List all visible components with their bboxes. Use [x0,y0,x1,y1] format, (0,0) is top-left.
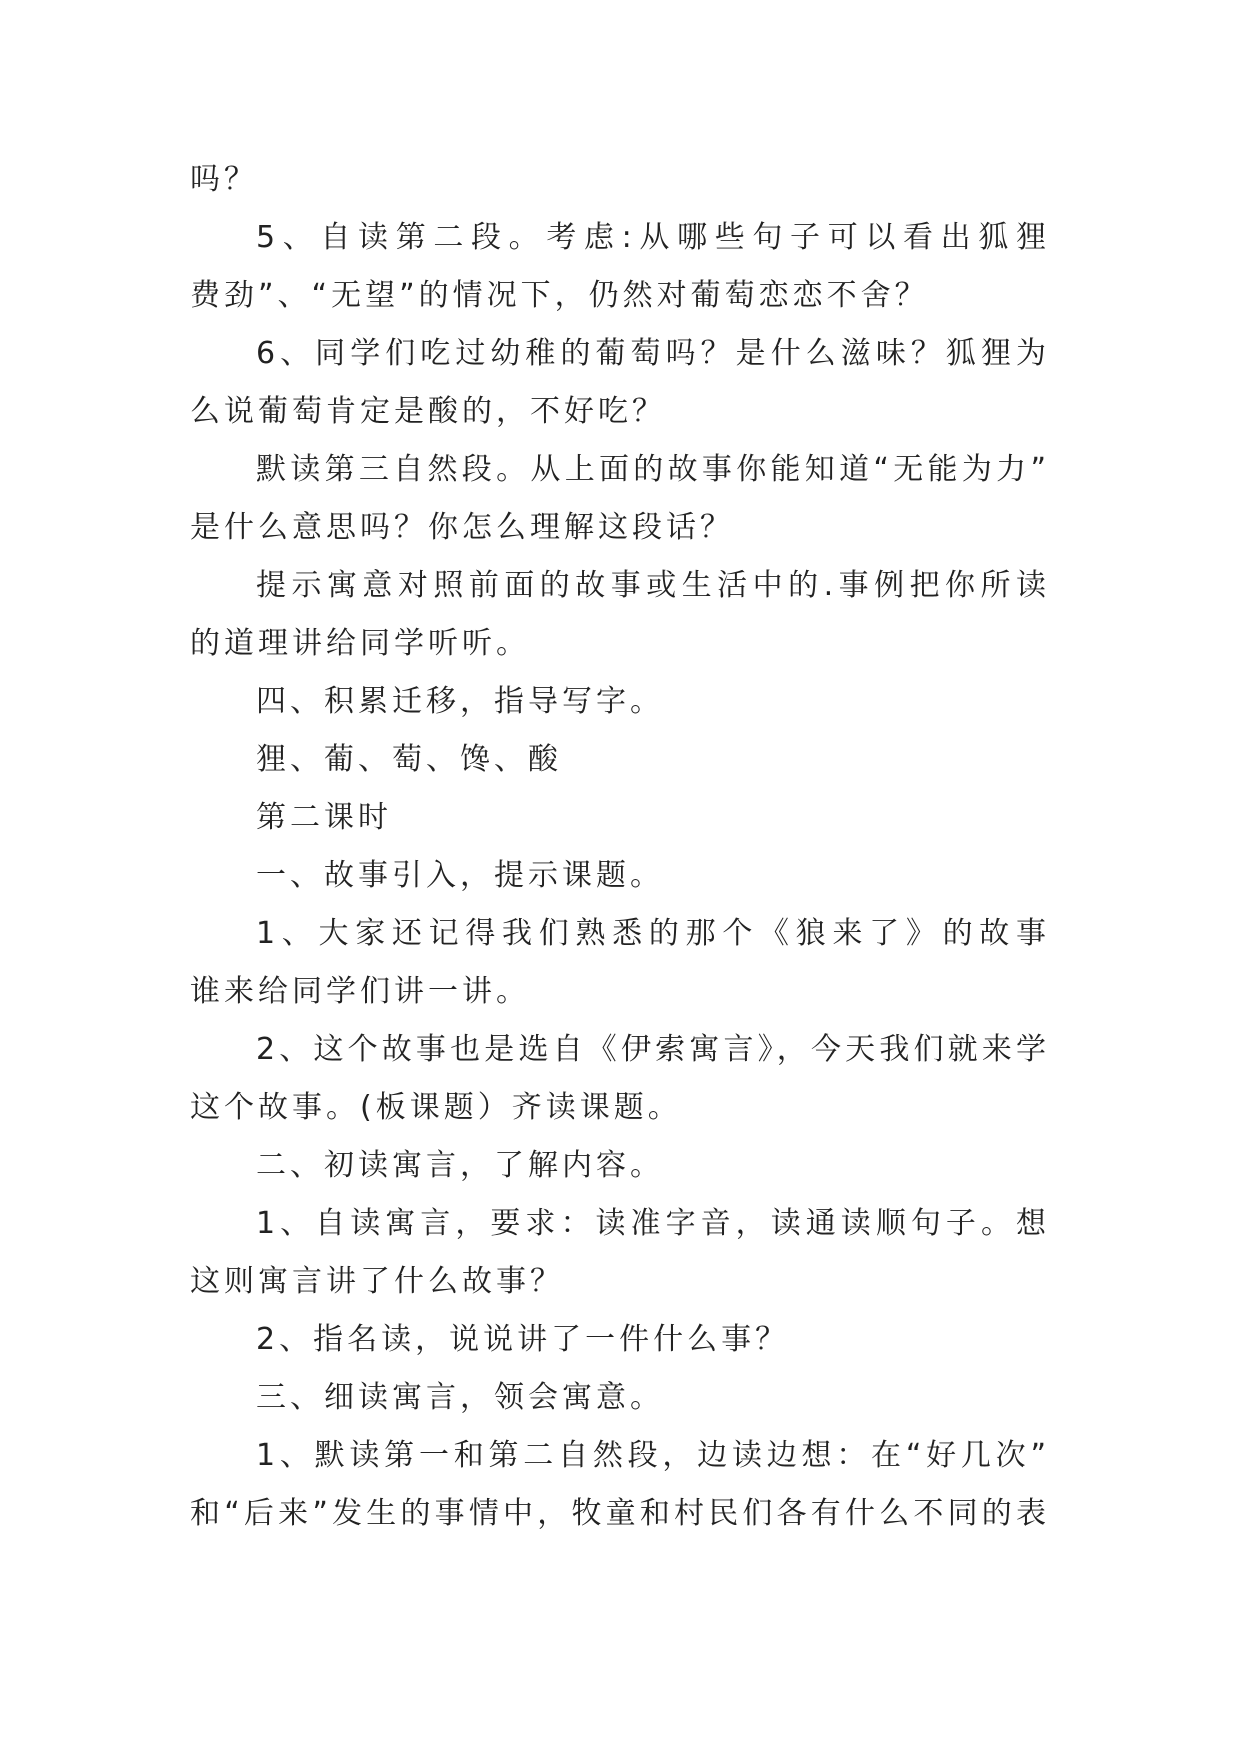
text-line: 1、默读第一和第二自然段，边读边想：在“好几次” [256,1438,1050,1473]
text-line: 一、故事引入，提示课题。 [256,858,664,893]
text-line: 提示寓意对照前面的故事或生活中的.事例把你所读 [256,568,1050,603]
text-line: 的道理讲给同学听听。 [190,626,530,661]
text-line: 是什么意思吗？你怎么理解这段话？ [190,510,734,545]
text-line: 2、这个故事也是选自《伊索寓言》，今天我们就来学 [256,1032,1050,1067]
text-line: 吗？ [190,162,258,197]
text-line: 三、细读寓言，领会寓意。 [256,1380,664,1415]
text-line: 这则寓言讲了什么故事？ [190,1264,564,1299]
text-line: 二、初读寓言，了解内容。 [256,1148,664,1183]
text-line: 默读第三自然段。从上面的故事你能知道“无能为力” [256,452,1050,487]
text-line: 费劲”、“无望”的情况下，仍然对葡萄恋恋不舍？ [190,278,929,313]
text-line: 这个故事。(板课题）齐读课题。 [190,1090,682,1125]
text-line: 和“后来”发生的事情中，牧童和村民们各有什么不同的表 [190,1496,1050,1531]
text-line: 6、同学们吃过幼稚的葡萄吗？是什么滋味？狐狸为 [256,336,1050,371]
text-line: 狸、葡、萄、馋、酸 [256,742,562,777]
text-line: 2、指名读，说说讲了一件什么事？ [256,1322,790,1357]
text-line: 1、大家还记得我们熟悉的那个《狼来了》的故事 [256,916,1050,951]
text-line: 1、自读寓言，要求：读准字音，读通读顺句子。想 [256,1206,1050,1241]
text-line: 谁来给同学们讲一讲。 [190,974,530,1009]
document-body [190,151,1050,1543]
text-line: 5、自读第二段。考虑:从哪些句子可以看出狐狸 [256,220,1050,255]
text-line: 四、积累迁移，指导写字。 [256,684,664,719]
text-line: 第二课时 [256,800,392,835]
text-line: 么说葡萄肯定是酸的，不好吃？ [190,394,666,429]
